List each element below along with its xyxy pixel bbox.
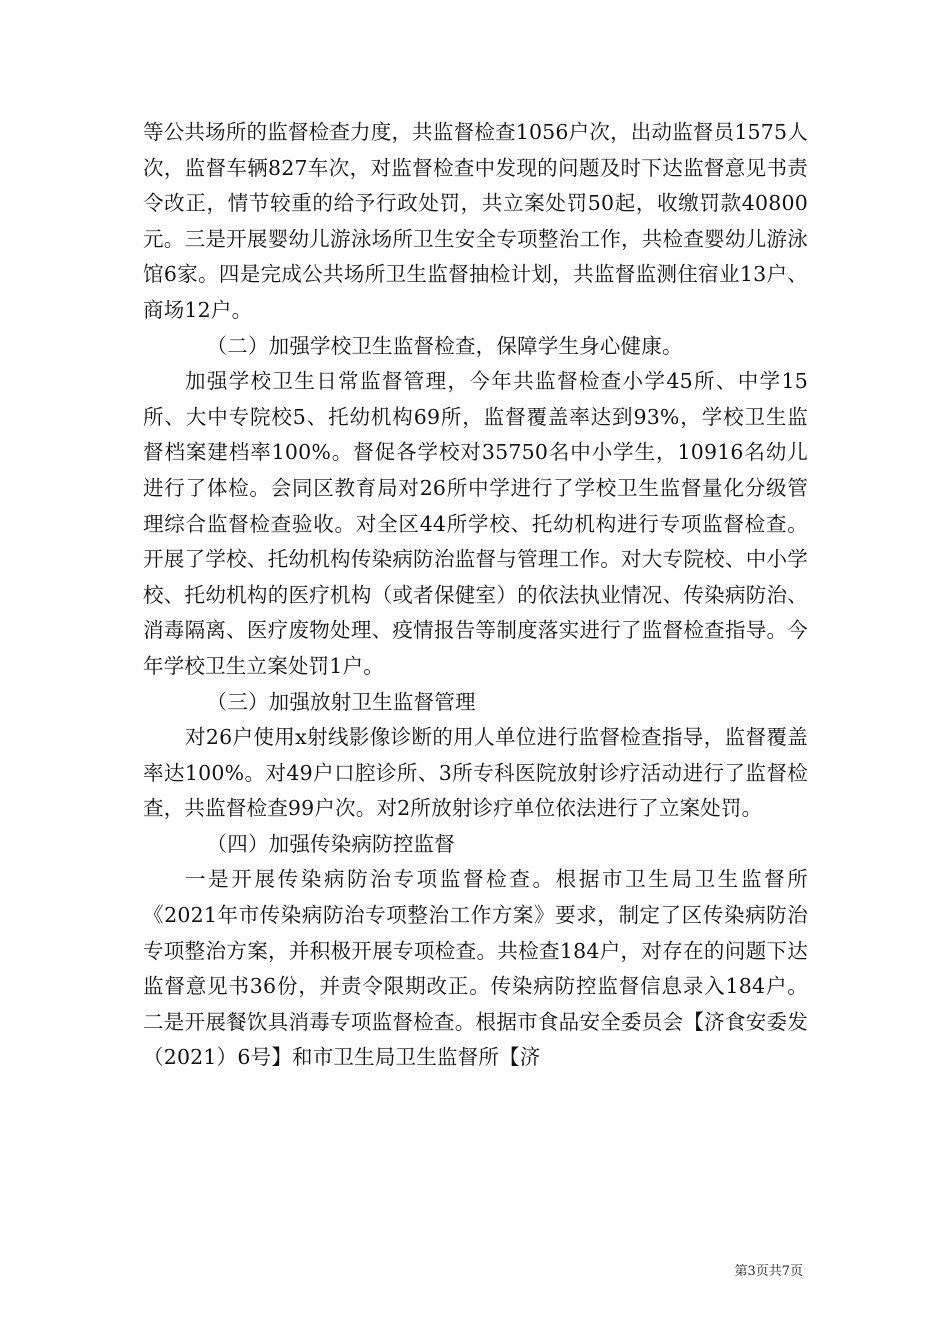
paragraph-infectious-disease: 一是开展传染病防治专项监督检查。根据市卫生局卫生监督所《2021年市传染病防治专项整治工作方案》要求，制定了区传染病防治专项整治方案，并积极开展专项检查。共检查184户，对存在的问题下达监督意见书36份，并责令限期改正。传染病防控监督信息录入184户。二是开展餐饮具消毒专项监督检查。根据市食品安全委员会【济食安委发（2021）6号】和市卫生局卫生监督所【济 <box>143 867 808 1070</box>
document-body <box>143 115 808 1076</box>
heading-infectious-disease: （四）加强传染病防控监督 <box>206 831 455 856</box>
paragraph-public-places: 等公共场所的监督检查力度，共监督检查1056户次，出动监督员1575人次，监督车辆827车次，对监督检查中发现的问题及时下达监督意见书责令改正，情节较重的给予行政处罚，共立案处罚50起，收缴罚款40800元。三是开展婴幼儿游泳场所卫生安全专项整治工作，共检查婴幼儿游泳馆6家。四是完成公共场所卫生监督抽检计划，共监督监测住宿业13户、商场12户。 <box>143 120 808 322</box>
heading-school-hygiene: （二）加强学校卫生监督检查，保障学生身心健康。 <box>206 333 683 358</box>
paragraph-school-hygiene: 加强学校卫生日常监督管理，今年共监督检查小学45所、中学15所、大中专院校5、托幼机构69所，监督覆盖率达到93%，学校卫生监督档案建档率100%。督促各学校对35750名中小学生，10916名幼儿进行了体检。会同区教育局对26所中学进行了学校卫生监督量化分级管理综合监督检查验收。对全区44所学校、托幼机构进行专项监督检查。开展了学校、托幼机构传染病防治监督与管理工作。对大专院校、中小学校、托幼机构的医疗机构（或者保健室）的依法执业情况、传染病防治、消毒隔离、医疗废物处理、疫情报告等制度落实进行了监督检查指导。今年学校卫生立案处罚1户。 <box>143 369 808 678</box>
heading-radiation-hygiene: （三）加强放射卫生监督管理 <box>206 689 476 714</box>
page-number-footer: 第3页共7页 <box>734 1264 803 1279</box>
paragraph-radiation-hygiene: 对26户使用x射线影像诊断的用人单位进行监督检查指导，监督覆盖率达100%。对49户口腔诊所、3所专科医院放射诊疗活动进行了监督检查，共监督检查99户次。对2所放射诊疗单位依法进行了立案处罚。 <box>143 725 808 821</box>
